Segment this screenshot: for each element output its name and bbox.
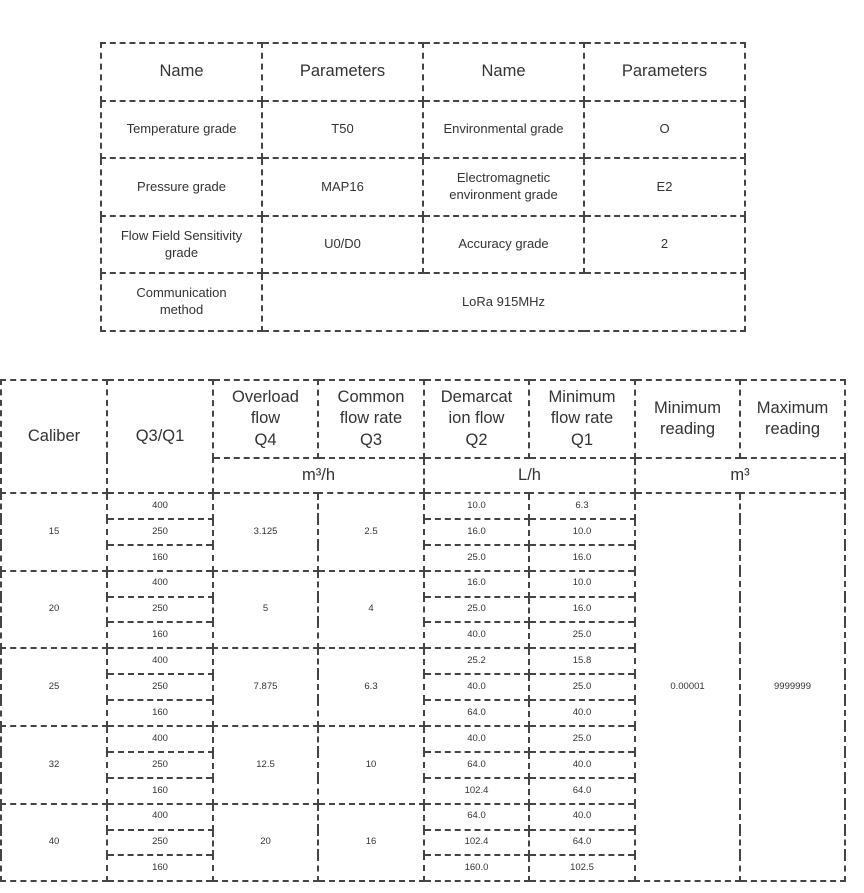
- minimum-flow-rate-q1-cell: 25.0: [529, 622, 635, 648]
- spec-cell-name: Flow Field Sensitivity grade: [101, 216, 262, 274]
- q3-q1-ratio-cell: 400: [107, 571, 213, 597]
- minimum-flow-rate-q1-cell: 40.0: [529, 700, 635, 726]
- spec-cell-value: U0/D0: [262, 216, 423, 274]
- q3-q1-ratio-cell: 160: [107, 545, 213, 571]
- unit-cubic-meters: m³: [635, 458, 845, 493]
- demarcation-flow-q2-cell: 25.0: [424, 545, 529, 571]
- demarcation-flow-q2-cell: 160.0: [424, 855, 529, 881]
- overload-flow-q4-cell: 7.875: [213, 648, 318, 726]
- header-overload-flow-q4: Overload flow Q4: [213, 380, 318, 458]
- spec-cell-value: T50: [262, 101, 423, 159]
- spec-row: [101, 101, 745, 159]
- q3-q1-ratio-cell: 400: [107, 804, 213, 830]
- spec-cell-name: Temperature grade: [101, 101, 262, 159]
- q3-q1-ratio-cell: 400: [107, 726, 213, 752]
- header-demarcation-flow-q2: Demarcat ion flow Q2: [424, 380, 529, 458]
- minimum-flow-rate-q1-cell: 15.8: [529, 648, 635, 674]
- minimum-flow-rate-q1-cell: 64.0: [529, 778, 635, 804]
- common-flow-rate-q3-cell: 16: [318, 804, 424, 882]
- spec-header-name: Name: [423, 43, 584, 101]
- common-flow-rate-q3-cell: 10: [318, 726, 424, 804]
- demarcation-flow-q2-cell: 40.0: [424, 622, 529, 648]
- minimum-flow-rate-q1-cell: 16.0: [529, 545, 635, 571]
- caliber-cell: 25: [1, 648, 107, 726]
- demarcation-flow-q2-cell: 102.4: [424, 830, 529, 856]
- table-row: [1, 493, 845, 519]
- caliber-cell: 40: [1, 804, 107, 882]
- q3-q1-ratio-cell: 250: [107, 830, 213, 856]
- overload-flow-q4-cell: 12.5: [213, 726, 318, 804]
- spec-row-communication: [101, 273, 745, 331]
- communication-method-label: Communication method: [101, 273, 262, 331]
- demarcation-flow-q2-cell: 16.0: [424, 571, 529, 597]
- unit-m3-per-hour: m³/h: [213, 458, 424, 493]
- minimum-flow-rate-q1-cell: 40.0: [529, 804, 635, 830]
- demarcation-flow-q2-cell: 102.4: [424, 778, 529, 804]
- q3-q1-ratio-cell: 250: [107, 752, 213, 778]
- header-minimum-flow-rate-q1: Minimum flow rate Q1: [529, 380, 635, 458]
- minimum-flow-rate-q1-cell: 10.0: [529, 519, 635, 545]
- overload-flow-q4-cell: 20: [213, 804, 318, 882]
- maximum-reading-cell: 9999999: [740, 493, 845, 881]
- caliber-cell: 20: [1, 571, 107, 649]
- header-minimum-reading: Minimum reading: [635, 380, 740, 458]
- minimum-flow-rate-q1-cell: 16.0: [529, 597, 635, 623]
- spec-header-parameters: Parameters: [262, 43, 423, 101]
- demarcation-flow-q2-cell: 16.0: [424, 519, 529, 545]
- q3-q1-ratio-cell: 250: [107, 519, 213, 545]
- caliber-cell: 15: [1, 493, 107, 571]
- q3-q1-ratio-cell: 160: [107, 778, 213, 804]
- minimum-flow-rate-q1-cell: 25.0: [529, 674, 635, 700]
- q3-q1-ratio-cell: 160: [107, 622, 213, 648]
- common-flow-rate-q3-cell: 4: [318, 571, 424, 649]
- demarcation-flow-q2-cell: 64.0: [424, 752, 529, 778]
- q3-q1-ratio-cell: 400: [107, 493, 213, 519]
- spec-cell-name: Pressure grade: [101, 158, 262, 216]
- spec-header-name: Name: [101, 43, 262, 101]
- header-maximum-reading: Maximum reading: [740, 380, 845, 458]
- demarcation-flow-q2-cell: 40.0: [424, 674, 529, 700]
- q3-q1-ratio-cell: 160: [107, 855, 213, 881]
- minimum-flow-rate-q1-cell: 40.0: [529, 752, 635, 778]
- demarcation-flow-q2-cell: 25.0: [424, 597, 529, 623]
- spec-header-parameters: Parameters: [584, 43, 745, 101]
- minimum-flow-rate-q1-cell: 25.0: [529, 726, 635, 752]
- flow-header-row: [1, 380, 845, 458]
- spec-cell-value: MAP16: [262, 158, 423, 216]
- q3-q1-ratio-cell: 250: [107, 597, 213, 623]
- minimum-flow-rate-q1-cell: 6.3: [529, 493, 635, 519]
- demarcation-flow-q2-cell: 64.0: [424, 804, 529, 830]
- spec-cell-value: O: [584, 101, 745, 159]
- spec-cell-name: Electromagnetic environment grade: [423, 158, 584, 216]
- unit-liters-per-hour: L/h: [424, 458, 635, 493]
- minimum-flow-rate-q1-cell: 64.0: [529, 830, 635, 856]
- spec-cell-value: 2: [584, 216, 745, 274]
- spec-header-row: [101, 43, 745, 101]
- caliber-cell: 32: [1, 726, 107, 804]
- minimum-reading-cell: 0.00001: [635, 493, 740, 881]
- minimum-flow-rate-q1-cell: 10.0: [529, 571, 635, 597]
- flow-rate-table: [0, 379, 846, 882]
- q3-q1-ratio-cell: 160: [107, 700, 213, 726]
- q3-q1-ratio-cell: 400: [107, 648, 213, 674]
- header-common-flow-rate-q3: Common flow rate Q3: [318, 380, 424, 458]
- demarcation-flow-q2-cell: 10.0: [424, 493, 529, 519]
- overload-flow-q4-cell: 5: [213, 571, 318, 649]
- spec-cell-value: E2: [584, 158, 745, 216]
- spec-row: [101, 216, 745, 274]
- minimum-flow-rate-q1-cell: 102.5: [529, 855, 635, 881]
- header-caliber: Caliber: [1, 380, 107, 493]
- demarcation-flow-q2-cell: 64.0: [424, 700, 529, 726]
- q3-q1-ratio-cell: 250: [107, 674, 213, 700]
- common-flow-rate-q3-cell: 2.5: [318, 493, 424, 571]
- demarcation-flow-q2-cell: 40.0: [424, 726, 529, 752]
- specification-table: [100, 42, 746, 332]
- overload-flow-q4-cell: 3.125: [213, 493, 318, 571]
- spec-cell-name: Accuracy grade: [423, 216, 584, 274]
- communication-method-value: LoRa 915MHz: [262, 273, 745, 331]
- header-q3-q1-ratio: Q3/Q1: [107, 380, 213, 493]
- spec-cell-name: Environmental grade: [423, 101, 584, 159]
- spec-row: [101, 158, 745, 216]
- common-flow-rate-q3-cell: 6.3: [318, 648, 424, 726]
- demarcation-flow-q2-cell: 25.2: [424, 648, 529, 674]
